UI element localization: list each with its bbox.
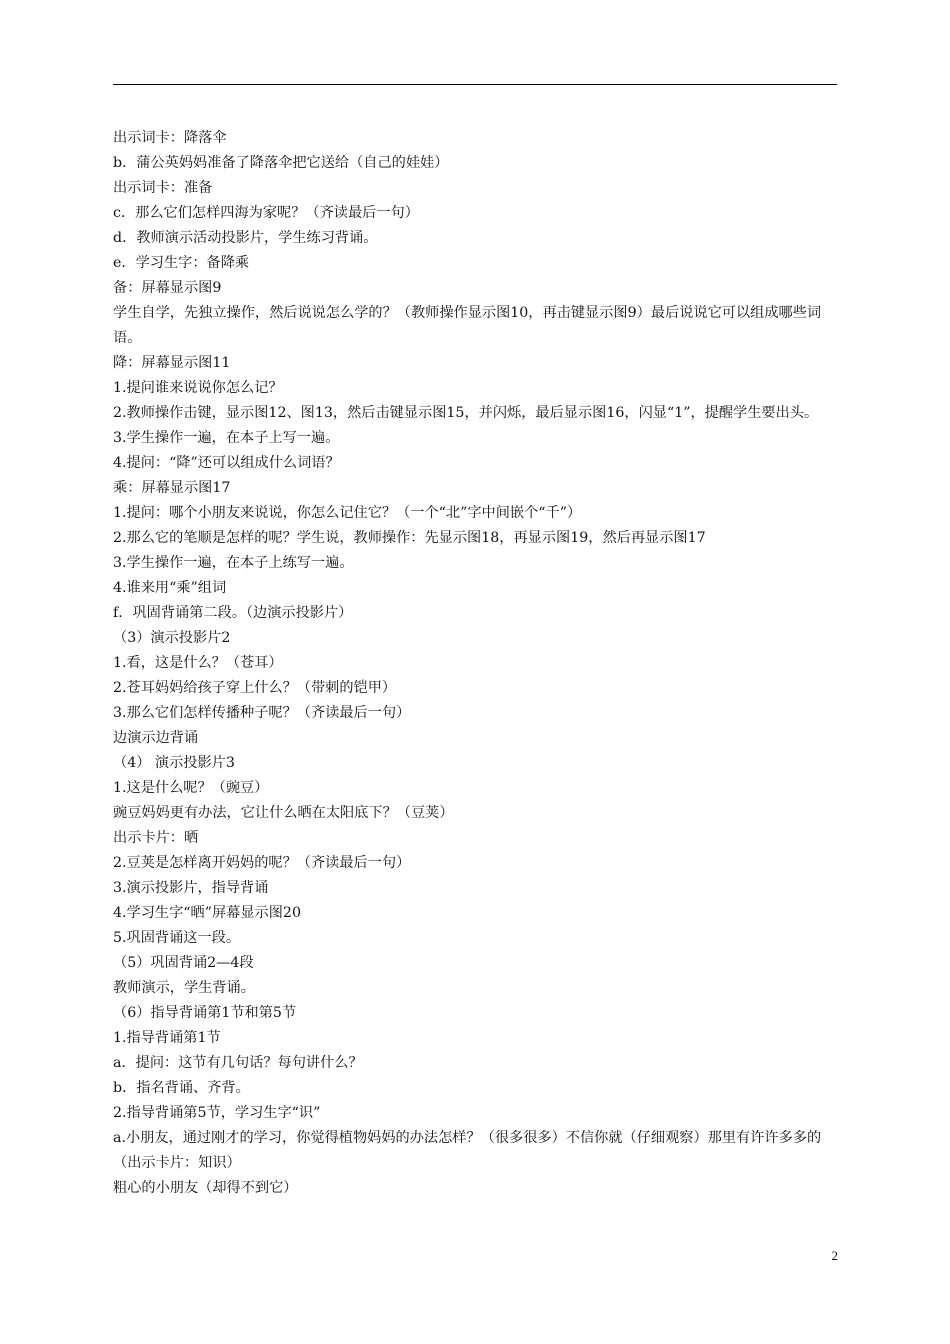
- text-line: 1.这是什么呢？（豌豆）: [113, 780, 269, 796]
- text-line: 1.提问谁来说说你怎么记？: [113, 380, 283, 396]
- text-line: 1.看，这是什么？（苍耳）: [113, 655, 283, 671]
- text-line: 豌豆妈妈更有办法，它让什么晒在太阳底下？（豆荚）: [113, 805, 454, 821]
- text-line: 3.学生操作一遍，在本子上写一遍。: [113, 430, 340, 446]
- text-line: 降：屏幕显示图11: [113, 355, 231, 371]
- text-line: 粗心的小朋友（却得不到它）: [113, 1180, 298, 1196]
- text-line: a．提问：这节有几句话？每句讲什么？: [113, 1055, 363, 1071]
- text-line: （4） 演示投影片3: [113, 755, 235, 771]
- text-line: 2.指导背诵第5节，学习生字“识”: [113, 1105, 321, 1121]
- text-line: 边演示边背诵: [113, 730, 199, 746]
- text-line: 2.那么它的笔顺是怎样的呢？学生说，教师操作：先显示图18，再显示图19，然后再显示图17: [113, 530, 706, 546]
- text-line: 4.谁来用“乘”组词: [113, 580, 227, 596]
- text-line: 乘：屏幕显示图17: [113, 480, 231, 496]
- text-line: 1.指导背诵第1节: [113, 1030, 221, 1046]
- text-line: 2.苍耳妈妈给孩子穿上什么？（带刺的铠甲）: [113, 680, 397, 696]
- text-line: 4.学习生字“晒”屏幕显示图20: [113, 905, 301, 921]
- text-line: 出示词卡：准备: [113, 180, 213, 196]
- document-body: [113, 126, 839, 1201]
- text-line: 3.演示投影片，指导背诵: [113, 880, 269, 896]
- text-line: 2.教师操作击键，显示图12、图13，然后击键显示图15，并闪烁，最后显示图16，闪显“1”，提醒学生要出头。: [113, 405, 819, 421]
- text-line: 4.提问：“降”还可以组成什么词语？: [113, 455, 340, 471]
- text-line: f．巩固背诵第二段。（边演示投影片）: [113, 605, 353, 621]
- text-line: 出示卡片：晒: [113, 830, 199, 846]
- text-line: b．蒲公英妈妈准备了降落伞把它送给（自己的娃娃）: [113, 155, 449, 171]
- text-line: c．那么它们怎样四海为家呢？（齐读最后一句）: [113, 205, 419, 221]
- text-line: 1.提问：哪个小朋友来说说，你怎么记住它？（一个“北”字中间嵌个“千”）: [113, 505, 582, 521]
- text-line: 出示词卡：降落伞: [113, 130, 227, 146]
- text-line: 学生自学，先独立操作，然后说说怎么学的？（教师操作显示图10，再击键显示图9）最后说说它可以组成哪些词语。: [113, 305, 822, 346]
- text-line: （5）巩固背诵2—4段: [113, 955, 254, 971]
- header-rule: [113, 84, 837, 85]
- text-line: （3）演示投影片2: [113, 630, 231, 646]
- text-line: （6）指导背诵第1节和第5节: [113, 1005, 297, 1021]
- text-line: d．教师演示活动投影片，学生练习背诵。: [113, 230, 378, 246]
- text-line: 教师演示，学生背诵。: [113, 980, 255, 996]
- text-line: b．指名背诵、齐背。: [113, 1080, 250, 1096]
- text-line: a.小朋友，通过刚才的学习，你觉得植物妈妈的办法怎样？（很多很多）不信你就（仔细观察）那里有许许多多的（出示卡片：知识）: [113, 1130, 822, 1171]
- text-line: 3.那么它们怎样传播种子呢？（齐读最后一句）: [113, 705, 411, 721]
- text-line: 备：屏幕显示图9: [113, 280, 222, 296]
- text-line: 3.学生操作一遍，在本子上练写一遍。: [113, 555, 354, 571]
- text-line: 5.巩固背诵这一段。: [113, 930, 241, 946]
- text-line: e．学习生字：备降乘: [113, 255, 250, 271]
- page-number: 2: [831, 1248, 838, 1263]
- text-line: 2.豆荚是怎样离开妈妈的呢？（齐读最后一句）: [113, 855, 411, 871]
